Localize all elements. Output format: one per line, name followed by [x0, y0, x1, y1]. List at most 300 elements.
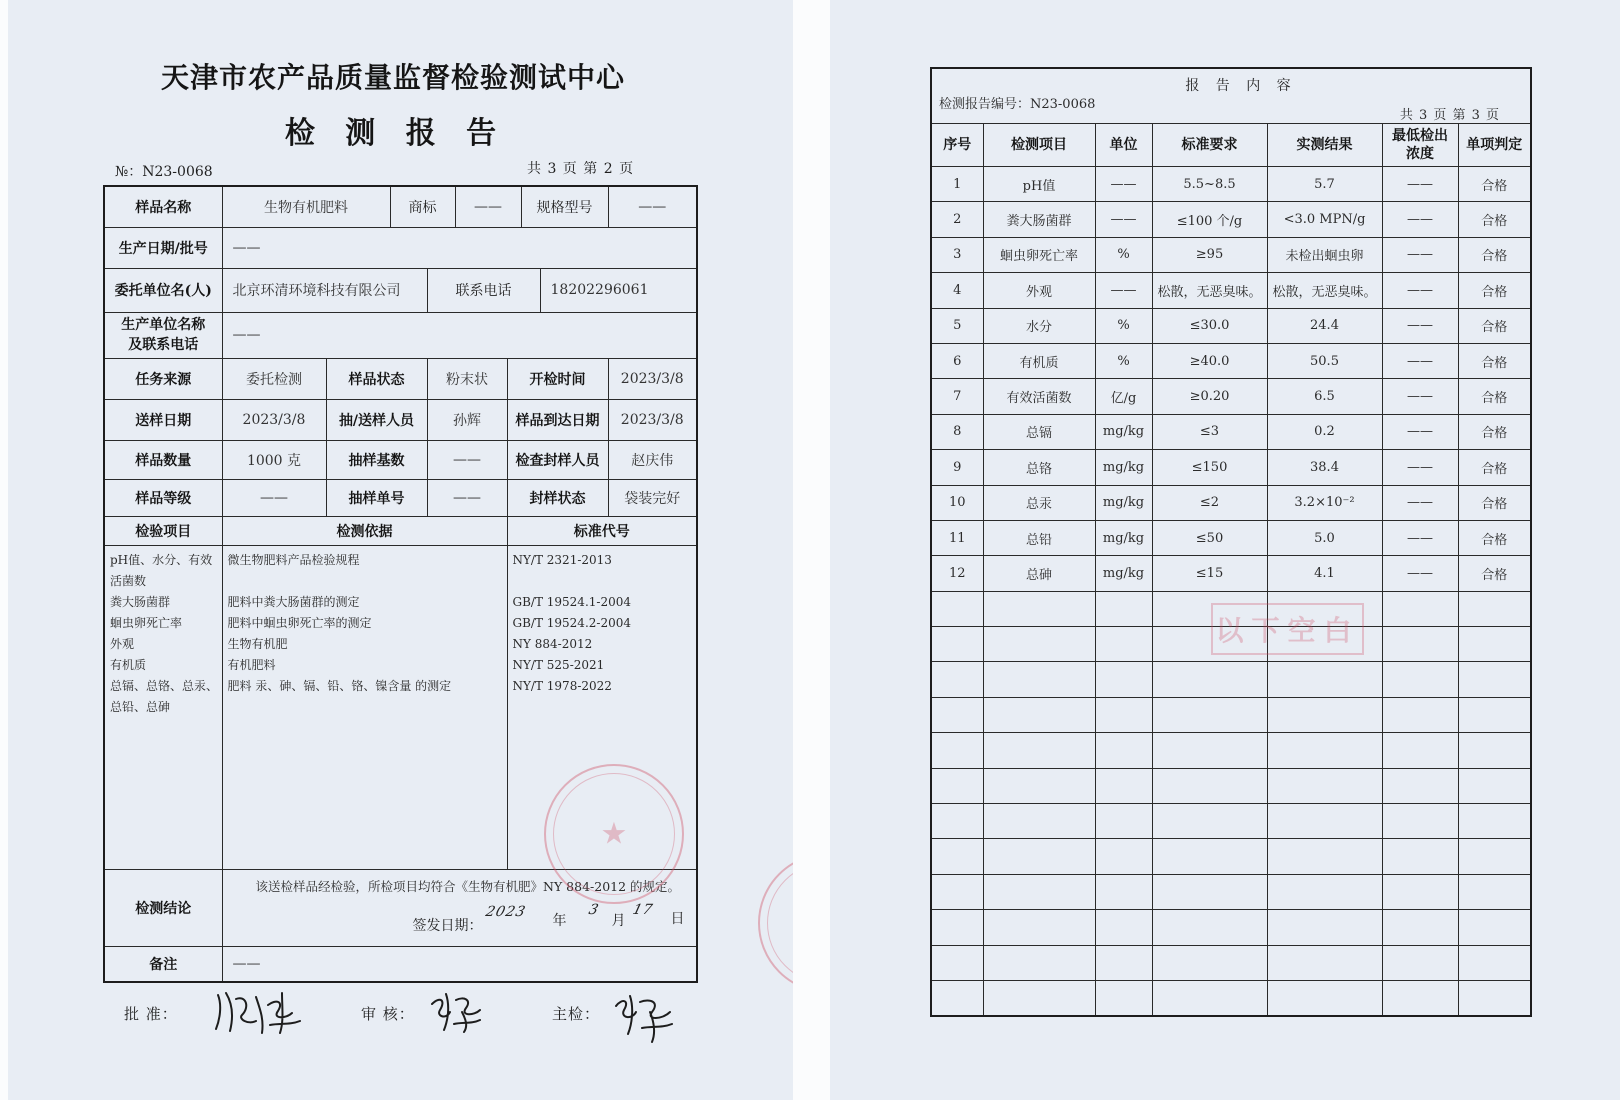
blank-cell: [1458, 910, 1531, 945]
blank-cell: [1095, 874, 1152, 909]
min-detection-limit-cell: ——: [1382, 167, 1458, 202]
blank-cell: [1458, 839, 1531, 874]
serial-no-cell: 10: [931, 485, 983, 520]
blank-row: [931, 662, 1531, 697]
blank-cell: [983, 910, 1095, 945]
blank-row: [931, 697, 1531, 732]
quantity-label: 样品数量: [104, 440, 222, 479]
sampling-no-value: ——: [427, 479, 507, 516]
standard-requirement-cell: ≤15: [1152, 556, 1267, 591]
blank-cell: [1458, 591, 1531, 626]
blank-row: [931, 768, 1531, 803]
blank-cell: [1382, 591, 1458, 626]
measured-result-cell: 4.1: [1267, 556, 1382, 591]
sampling-base-label: 抽样基数: [326, 440, 427, 479]
test-basis: 有机肥料: [227, 657, 276, 672]
blank-row: [931, 804, 1531, 839]
blank-cell: [1095, 733, 1152, 768]
document-title: 检 测 报 告: [284, 116, 507, 151]
report-number: 检测报告编号：N23-0068: [939, 97, 1096, 112]
quantity-value: 1000 克: [222, 440, 326, 479]
blank-cell: [1458, 804, 1531, 839]
min-detection-limit-cell: ——: [1382, 450, 1458, 485]
blank-cell: [983, 980, 1095, 1015]
blank-cell: [1095, 910, 1152, 945]
blank-row: [931, 910, 1531, 945]
report-number: №：N23-0068: [115, 164, 213, 180]
blank-cell: [1152, 733, 1267, 768]
sealer-value: 赵庆伟: [608, 440, 697, 479]
standard-code: GB/T 19524.1-2004: [512, 594, 631, 609]
inspector-label: 主检：: [552, 1005, 601, 1023]
result-row: [931, 414, 1531, 449]
blank-row: [931, 874, 1531, 909]
page-indicator: 共 3 页 第 2 页: [527, 161, 635, 177]
blank-cell: [983, 591, 1095, 626]
standard-code-header: 标准代号: [507, 516, 697, 545]
item-verdict-cell: 合格: [1458, 485, 1531, 520]
report-content-header: [931, 68, 1531, 124]
result-row: [931, 556, 1531, 591]
result-row: [931, 343, 1531, 378]
standard-requirement-cell: ≤3: [1152, 414, 1267, 449]
blank-cell: [931, 697, 983, 732]
test-basis: 肥料 汞、砷、镉、铅、铬、镍含量 的测定: [227, 678, 452, 693]
producer-label-line1: 生产单位名称: [121, 317, 206, 333]
task-source-value: 委托检测: [222, 358, 326, 399]
report-content-table: [930, 67, 1532, 1017]
standard-code: NY/T 2321-2013: [512, 552, 612, 567]
result-row: [931, 167, 1531, 202]
issue-date-label: 签发日期：: [412, 917, 483, 934]
blank-cell: [983, 945, 1095, 980]
blank-cell: [1095, 591, 1152, 626]
results-body: [931, 167, 1531, 1016]
blank-cell: [983, 627, 1095, 662]
blank-cell: [931, 768, 983, 803]
result-row: [931, 520, 1531, 555]
blank-cell: [1095, 768, 1152, 803]
unit-cell: mg/kg: [1095, 414, 1152, 449]
blank-cell: [983, 839, 1095, 874]
blank-cell: [931, 733, 983, 768]
conclusion-text: 该送检样品经检验，所检项目均符合《生物有机肥》NY 884-2012 的规定。: [255, 878, 681, 894]
standard-requirement-cell: ≥0.20: [1152, 379, 1267, 414]
min-detection-limit-cell: ——: [1382, 308, 1458, 343]
unit-cell: %: [1095, 237, 1152, 272]
blank-cell: [1458, 768, 1531, 803]
item-verdict-cell: 合格: [1458, 202, 1531, 237]
report-page-3: [830, 0, 1620, 1100]
blank-cell: [1095, 697, 1152, 732]
grade-value: ——: [222, 479, 326, 516]
blank-cell: [931, 874, 983, 909]
standard-requirement-cell: ≥95: [1152, 237, 1267, 272]
item-verdict-cell: 合格: [1458, 414, 1531, 449]
test-item-cell: 有效活菌数: [983, 379, 1095, 414]
serial-no-cell: 8: [931, 414, 983, 449]
blank-cell: [1382, 945, 1458, 980]
serial-no-cell: 5: [931, 308, 983, 343]
min-detection-limit-cell: ——: [1382, 237, 1458, 272]
seal-state-value: 袋装完好: [608, 479, 697, 516]
sample-state-value: 粉末状: [427, 358, 507, 399]
contact-phone-label: 联系电话: [427, 268, 540, 312]
test-item: 总镉、总铬、总汞、总铅、总砷: [110, 678, 219, 714]
serial-no-cell: 2: [931, 202, 983, 237]
blank-cell: [1382, 980, 1458, 1015]
item-verdict-cell: 合格: [1458, 343, 1531, 378]
blank-cell: [1267, 980, 1382, 1015]
test-item-cell: 有机质: [983, 343, 1095, 378]
blank-cell: [1267, 945, 1382, 980]
sampling-base-value: ——: [427, 440, 507, 479]
measured-result-cell: 5.7: [1267, 167, 1382, 202]
standard-code: GB/T 19524.2-2004: [512, 615, 631, 630]
trademark-label: 商标: [390, 186, 455, 227]
blank-row: [931, 733, 1531, 768]
blank-cell: [1382, 804, 1458, 839]
result-row: [931, 273, 1531, 308]
test-item: 粪大肠菌群: [110, 594, 171, 609]
production-date-value: ——: [222, 227, 697, 268]
row-grade: [104, 479, 697, 516]
blank-cell: [1152, 980, 1267, 1015]
blank-cell: [1095, 839, 1152, 874]
cross-page-seal: [758, 853, 793, 993]
review-label: 审 核：: [361, 1005, 415, 1023]
serial-no-cell: 11: [931, 520, 983, 555]
seal-state-label: 封样状态: [507, 479, 608, 516]
measured-result-cell: 38.4: [1267, 450, 1382, 485]
item-verdict-cell: 合格: [1458, 237, 1531, 272]
year-unit: 年: [552, 912, 567, 929]
arrival-date-value: 2023/3/8: [608, 399, 697, 440]
institution-title: 天津市农产品质量监督检验测试中心: [160, 61, 625, 94]
row-task-source: [104, 358, 697, 399]
test-start-value: 2023/3/8: [608, 358, 697, 399]
blank-cell: [1382, 627, 1458, 662]
blank-cell: [1152, 945, 1267, 980]
issue-year-handwritten: 2023: [483, 903, 528, 920]
blank-cell: [931, 804, 983, 839]
issue-month-handwritten: 3: [586, 901, 601, 918]
item-verdict-cell: 合格: [1458, 379, 1531, 414]
blank-cell: [1382, 839, 1458, 874]
column-header-row: [931, 124, 1531, 167]
test-item: pH值、水分、有效活菌数: [110, 552, 213, 588]
blank-cell: [931, 627, 983, 662]
row-methods-header: [104, 516, 697, 545]
measured-result-cell: 松散，无恶臭味。: [1267, 273, 1382, 308]
blank-cell: [1382, 768, 1458, 803]
remarks-value: ——: [222, 946, 697, 982]
remarks-label: 备注: [104, 946, 222, 982]
blank-cell: [1267, 662, 1382, 697]
blank-cell: [1095, 627, 1152, 662]
page-indicator: 共 3 页 第 3 页: [1399, 108, 1501, 123]
standard-requirement-cell: ≤150: [1152, 450, 1267, 485]
min-detection-limit-cell: ——: [1382, 520, 1458, 555]
standard-requirement-cell: ≤30.0: [1152, 308, 1267, 343]
blank-cell: [1267, 768, 1382, 803]
sealer-label: 检查封样人员: [507, 440, 608, 479]
test-item-cell: 水分: [983, 308, 1095, 343]
blank-cell: [1095, 662, 1152, 697]
row-delivery: [104, 399, 697, 440]
measured-result-cell: 50.5: [1267, 343, 1382, 378]
result-row: [931, 379, 1531, 414]
min-detection-limit-cell: ——: [1382, 202, 1458, 237]
measured-result-cell: 未检出蛔虫卵: [1267, 237, 1382, 272]
blank-cell: [1382, 662, 1458, 697]
sampling-no-label: 抽样单号: [326, 479, 427, 516]
reviewer-signature: [428, 990, 484, 1034]
serial-no-cell: 9: [931, 450, 983, 485]
measured-result-cell: 3.2×10⁻²: [1267, 485, 1382, 520]
test-item-header: 检验项目: [104, 516, 222, 545]
standard-code: NY 884-2012: [512, 636, 593, 651]
sample-name-value: 生物有机肥料: [222, 186, 390, 227]
item-verdict-cell: 合格: [1458, 167, 1531, 202]
test-item-cell: pH值: [983, 167, 1095, 202]
row-quantity: [104, 440, 697, 479]
measured-result-cell: 6.5: [1267, 379, 1382, 414]
blank-row: [931, 839, 1531, 874]
test-basis: 微生物肥料产品检验规程: [227, 552, 360, 567]
blank-cell: [1382, 733, 1458, 768]
measured-result-header: 实测结果: [1267, 124, 1382, 167]
unit-cell: ——: [1095, 202, 1152, 237]
inspector-signature: [610, 990, 674, 1044]
blank-below-stamp: [1211, 603, 1364, 655]
serial-no-header: 序号: [931, 124, 983, 167]
spec-model-value: ——: [608, 186, 697, 227]
unit-cell: mg/kg: [1095, 520, 1152, 555]
item-verdict-cell: 合格: [1458, 450, 1531, 485]
blank-cell: [931, 980, 983, 1015]
sample-name-label: 样品名称: [104, 186, 222, 227]
result-row: [931, 308, 1531, 343]
test-basis-cell: [222, 545, 507, 869]
blank-cell: [1152, 839, 1267, 874]
test-item: 外观: [110, 636, 135, 651]
sampler-value: 孙辉: [427, 399, 507, 440]
spec-model-label: 规格型号: [521, 186, 608, 227]
blank-cell: [1152, 804, 1267, 839]
blank-row: [931, 945, 1531, 980]
issue-day-handwritten: 17: [630, 901, 655, 918]
production-date-label: 生产日期/批号: [104, 227, 222, 268]
test-item-cell: 总铬: [983, 450, 1095, 485]
test-basis: 肥料中蛔虫卵死亡率的测定: [227, 615, 372, 630]
report-content-header-row: [931, 68, 1531, 124]
grade-label: 样品等级: [104, 479, 222, 516]
delivery-date-label: 送样日期: [104, 399, 222, 440]
item-verdict-header: 单项判定: [1458, 124, 1531, 167]
measured-result-cell: 24.4: [1267, 308, 1382, 343]
blank-cell: [1267, 804, 1382, 839]
min-detection-limit-cell: ——: [1382, 379, 1458, 414]
report-content-heading: 报 告 内 容: [1185, 78, 1297, 94]
blank-cell: [1152, 662, 1267, 697]
blank-cell: [1095, 945, 1152, 980]
serial-no-cell: 12: [931, 556, 983, 591]
min-detection-limit-cell: ——: [1382, 556, 1458, 591]
contact-phone-value: 18202296061: [540, 268, 697, 312]
approver-signature: [212, 985, 304, 1037]
blank-cell: [1152, 768, 1267, 803]
result-row: [931, 450, 1531, 485]
result-row: [931, 485, 1531, 520]
blank-cell: [983, 662, 1095, 697]
client-value: 北京环清环境科技有限公司: [222, 268, 427, 312]
test-item-cell: 总铅: [983, 520, 1095, 555]
blank-cell: [931, 662, 983, 697]
result-row: [931, 237, 1531, 272]
serial-no-cell: 1: [931, 167, 983, 202]
blank-cell: [1382, 697, 1458, 732]
blank-cell: [1458, 980, 1531, 1015]
standard-requirement-cell: ≥40.0: [1152, 343, 1267, 378]
blank-cell: [1458, 697, 1531, 732]
producer-label-line2: 及联系电话: [128, 337, 199, 353]
test-items-cell: [104, 545, 222, 869]
test-item-cell: 总镉: [983, 414, 1095, 449]
unit-cell: ——: [1095, 273, 1152, 308]
blank-cell: [1152, 874, 1267, 909]
test-item-header: 检测项目: [983, 124, 1095, 167]
min-detection-limit-cell: ——: [1382, 343, 1458, 378]
test-item-cell: 粪大肠菌群: [983, 202, 1095, 237]
blank-row: [931, 980, 1531, 1015]
serial-no-cell: 3: [931, 237, 983, 272]
blank-cell: [1152, 910, 1267, 945]
serial-no-cell: 7: [931, 379, 983, 414]
blank-cell: [983, 804, 1095, 839]
min-detection-limit-header: 最低检出浓度: [1382, 124, 1458, 167]
producer-label: [104, 312, 222, 358]
test-item-cell: 外观: [983, 273, 1095, 308]
item-verdict-cell: 合格: [1458, 273, 1531, 308]
blank-cell: [1095, 804, 1152, 839]
row-producer: [104, 312, 697, 358]
min-detection-limit-cell: ——: [1382, 273, 1458, 308]
producer-value: ——: [222, 312, 697, 358]
blank-cell: [1458, 733, 1531, 768]
day-unit: 日: [670, 910, 685, 927]
blank-cell: [983, 768, 1095, 803]
test-basis-header: 检测依据: [222, 516, 507, 545]
standard-requirement-header: 标准要求: [1152, 124, 1267, 167]
test-start-label: 开检时间: [507, 358, 608, 399]
blank-cell: [1382, 910, 1458, 945]
row-client: [104, 268, 697, 312]
blank-cell: [1458, 662, 1531, 697]
client-label: 委托单位名(人): [104, 268, 222, 312]
blank-cell: [1267, 910, 1382, 945]
row-remarks: [104, 946, 697, 982]
blank-cell: [1267, 839, 1382, 874]
test-item: 有机质: [110, 657, 147, 672]
unit-cell: %: [1095, 308, 1152, 343]
arrival-date-label: 样品到达日期: [507, 399, 608, 440]
test-basis: 生物有机肥: [227, 636, 288, 651]
min-detection-limit-cell: ——: [1382, 414, 1458, 449]
task-source-label: 任务来源: [104, 358, 222, 399]
test-item-cell: 蛔虫卵死亡率: [983, 237, 1095, 272]
unit-cell: mg/kg: [1095, 556, 1152, 591]
blank-cell: [1267, 697, 1382, 732]
standard-requirement-cell: 5.5~8.5: [1152, 167, 1267, 202]
trademark-value: ——: [455, 186, 521, 227]
standard-requirement-cell: ≤50: [1152, 520, 1267, 555]
row-sample-name: [104, 186, 697, 227]
blank-below-stamp-text: 以下空白: [1215, 614, 1360, 647]
item-verdict-cell: 合格: [1458, 520, 1531, 555]
unit-cell: mg/kg: [1095, 485, 1152, 520]
blank-cell: [1458, 627, 1531, 662]
unit-cell: ——: [1095, 167, 1152, 202]
standard-requirement-cell: ≤2: [1152, 485, 1267, 520]
test-item-cell: 总汞: [983, 485, 1095, 520]
blank-cell: [1382, 874, 1458, 909]
delivery-date-value: 2023/3/8: [222, 399, 326, 440]
standard-requirement-cell: ≤100 个/g: [1152, 202, 1267, 237]
measured-result-cell: 0.2: [1267, 414, 1382, 449]
test-basis: 肥料中粪大肠菌群的测定: [227, 594, 360, 609]
conclusion-label: 检测结论: [104, 869, 222, 946]
item-verdict-cell: 合格: [1458, 556, 1531, 591]
measured-result-cell: <3.0 MPN/g: [1267, 202, 1382, 237]
report-page-2: [8, 0, 793, 1100]
result-row: [931, 202, 1531, 237]
blank-cell: [1458, 874, 1531, 909]
standard-code: NY/T 525-2021: [512, 657, 605, 672]
unit-cell: 亿/g: [1095, 379, 1152, 414]
test-item-cell: 总砷: [983, 556, 1095, 591]
blank-cell: [1152, 697, 1267, 732]
blank-cell: [1267, 733, 1382, 768]
unit-cell: mg/kg: [1095, 450, 1152, 485]
month-unit: 月: [611, 912, 626, 929]
sample-state-label: 样品状态: [326, 358, 427, 399]
blank-cell: [1267, 874, 1382, 909]
standard-code: NY/T 1978-2022: [512, 678, 612, 693]
blank-cell: [931, 910, 983, 945]
blank-cell: [1095, 980, 1152, 1015]
blank-cell: [931, 839, 983, 874]
blank-cell: [983, 733, 1095, 768]
item-verdict-cell: 合格: [1458, 308, 1531, 343]
official-seal: ★: [544, 764, 684, 904]
blank-cell: [931, 591, 983, 626]
serial-no-cell: 4: [931, 273, 983, 308]
approve-label: 批 准：: [124, 1005, 178, 1023]
blank-cell: [1458, 945, 1531, 980]
min-detection-limit-cell: ——: [1382, 485, 1458, 520]
sampler-label: 抽/送样人员: [326, 399, 427, 440]
standard-requirement-cell: 松散，无恶臭味。: [1152, 273, 1267, 308]
blank-cell: [983, 874, 1095, 909]
row-production-date: [104, 227, 697, 268]
blank-cell: [931, 945, 983, 980]
measured-result-cell: 5.0: [1267, 520, 1382, 555]
test-item: 蛔虫卵死亡率: [110, 615, 183, 630]
unit-header: 单位: [1095, 124, 1152, 167]
blank-cell: [983, 697, 1095, 732]
unit-cell: %: [1095, 343, 1152, 378]
